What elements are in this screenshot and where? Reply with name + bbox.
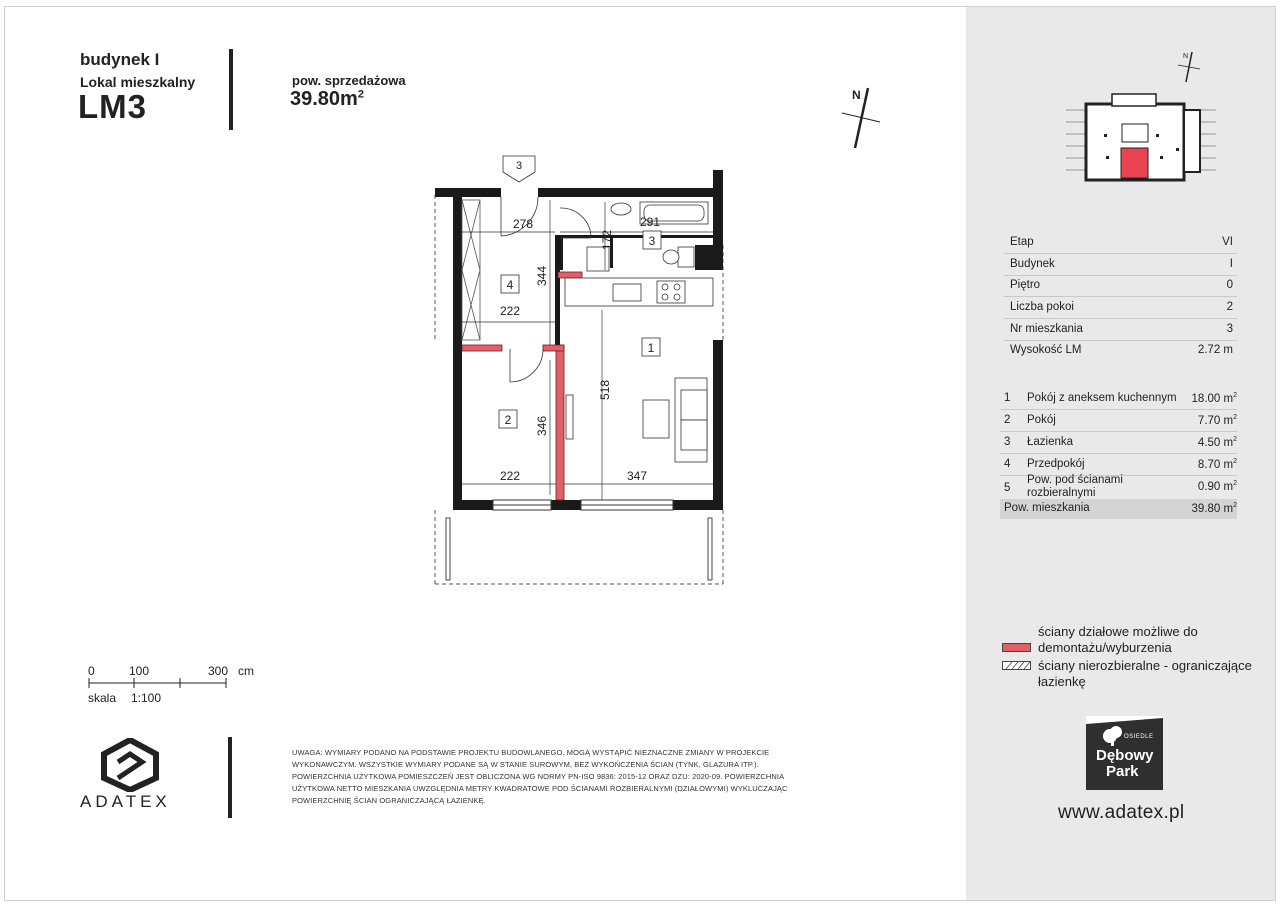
windows-bottom bbox=[493, 500, 673, 510]
legend-removable-swatch bbox=[1002, 643, 1031, 652]
dim-344: 344 bbox=[535, 265, 549, 286]
bathroom-door bbox=[560, 208, 591, 238]
entrance-marker bbox=[503, 156, 535, 182]
north-arrow-icon bbox=[838, 82, 884, 150]
wardrobe bbox=[462, 200, 480, 340]
legal-notice: UWAGA: WYMIARY PODANO NA PODSTAWIE PROJEKTU BUDOWLANEGO. MOGĄ WYSTĄPIĆ NIEZNACZNE ZMIANY W PROJEKCIE WYKONAWCZYM. WSZYSTKIE WYMIARY PODANE SĄ W STANIE SUROWYM, BEZ WYKOŃCZENIA ŚCIAN (TYNK, GLAZURA ITP.). POWIERZCHNIA UŻYTKOWA POMIESZCZEŃ JEST OBLICZONA WG NORMY PN-ISO 9836: 2015-12 ORAZ DZU: 2020-09. POWIERZCHNIA UŻYTKOWA NETTO MIESZKANIA UWZGLĘDNIA METRY KWADRATOWE POD ŚCIANAMI ROZBIERALNYMI (DZIAŁOWYMI) WYKLUCZAJĄC POWIERZCHNIĘ ŚCIAN OGRANICZAJĄCĄ ŁAZIENKĘ. bbox=[292, 748, 788, 805]
scale-unit: cm bbox=[238, 664, 254, 678]
unit-code: LM3 bbox=[78, 88, 147, 125]
unit-type-label: Lokal mieszkalny bbox=[80, 74, 196, 90]
north-arrow-small-icon bbox=[1176, 48, 1202, 84]
adatex-logo-icon bbox=[100, 738, 160, 792]
company-name: ADATEX bbox=[80, 792, 171, 811]
info-row-pietro: Piętro 0 bbox=[1004, 275, 1237, 297]
legend-removable-text: ściany działowe możliwe do demontażu/wyburzenia bbox=[1038, 624, 1198, 655]
entrance-label: 3 bbox=[515, 160, 523, 172]
info-row-nr-mieszkania: Nr mieszkania 3 bbox=[1004, 319, 1237, 341]
estate-logo: OSIEDLE Dębowy Park bbox=[1086, 716, 1163, 790]
area-label: pow. sprzedażowa bbox=[292, 73, 406, 88]
room-row-5: 5 Pow. pod ścianami rozbieralnymi 0.90 $m^2$ bbox=[1004, 474, 1237, 499]
room-label-3: 3 bbox=[648, 234, 656, 248]
floor-plan bbox=[425, 150, 755, 590]
room-label-boxes bbox=[499, 231, 661, 428]
scale-bar bbox=[88, 678, 228, 688]
building-label: budynek I bbox=[80, 50, 160, 69]
dim-518: 518 bbox=[598, 379, 612, 400]
dim-346: 346 bbox=[535, 415, 549, 436]
room-row-3: 3 Łazienka 4.50 $m^2$ bbox=[1000, 431, 1237, 454]
dim-222-top: 222 bbox=[500, 304, 521, 318]
building-key-plan bbox=[1066, 90, 1216, 186]
room-label-1: 1 bbox=[647, 341, 655, 355]
info-row-budynek: Budynek I bbox=[1004, 254, 1237, 276]
dim-278: 278 bbox=[513, 217, 534, 231]
north-label: N bbox=[852, 88, 861, 102]
balcony-rail-left bbox=[446, 518, 450, 580]
room-row-2: 2 Pokój 7.70 $m^2$ bbox=[1000, 409, 1237, 432]
room-row-4: 4 Przedpokój 8.70 $m^2$ bbox=[1000, 453, 1237, 476]
info-row-etap: Etap VI bbox=[1004, 232, 1237, 254]
balcony-rail-right bbox=[708, 518, 712, 580]
dim-222-bottom: 222 bbox=[500, 469, 521, 483]
scale-label: skala bbox=[88, 691, 117, 705]
kitchen-counter bbox=[565, 278, 713, 306]
svg-text:N: N bbox=[1183, 53, 1189, 60]
dim-172: 172 bbox=[600, 229, 614, 250]
scale-tick-0: 0 bbox=[88, 664, 95, 678]
website-url: www.adatex.pl bbox=[1058, 802, 1185, 823]
header-divider bbox=[229, 49, 233, 130]
room-row-1: 1 Pokój z aneksem kuchennym 18.00 $m^2$ bbox=[1000, 387, 1237, 410]
area-value: $39.80m^2$ bbox=[290, 88, 364, 110]
legend-nonremovable-text: ściany nierozbieralne - ograniczające łazienkę bbox=[1038, 658, 1252, 689]
footer-divider bbox=[228, 737, 232, 818]
dimension-labels bbox=[500, 215, 660, 483]
dim-291: 291 bbox=[640, 215, 661, 229]
living-furniture bbox=[566, 378, 707, 462]
room-label-4: 4 bbox=[506, 278, 514, 292]
tree-icon bbox=[1086, 716, 1163, 746]
legend-nonremovable-swatch bbox=[1002, 661, 1031, 670]
scale-tick-300: 300 bbox=[208, 664, 229, 678]
scale-tick-100: 100 bbox=[129, 664, 150, 678]
dim-347: 347 bbox=[627, 469, 648, 483]
info-row-liczba-pokoi: Liczba pokoi 2 bbox=[1004, 297, 1237, 319]
room2-door bbox=[510, 349, 543, 382]
info-row-wysokosc: Wysokość LM 2.72 m bbox=[1010, 344, 1233, 356]
total-area-row: Pow. mieszkania 39.80 $m^2$ bbox=[1000, 499, 1237, 519]
room-label-2: 2 bbox=[504, 413, 512, 427]
room-labels bbox=[505, 234, 656, 427]
scale-ratio: 1:100 bbox=[131, 691, 162, 705]
